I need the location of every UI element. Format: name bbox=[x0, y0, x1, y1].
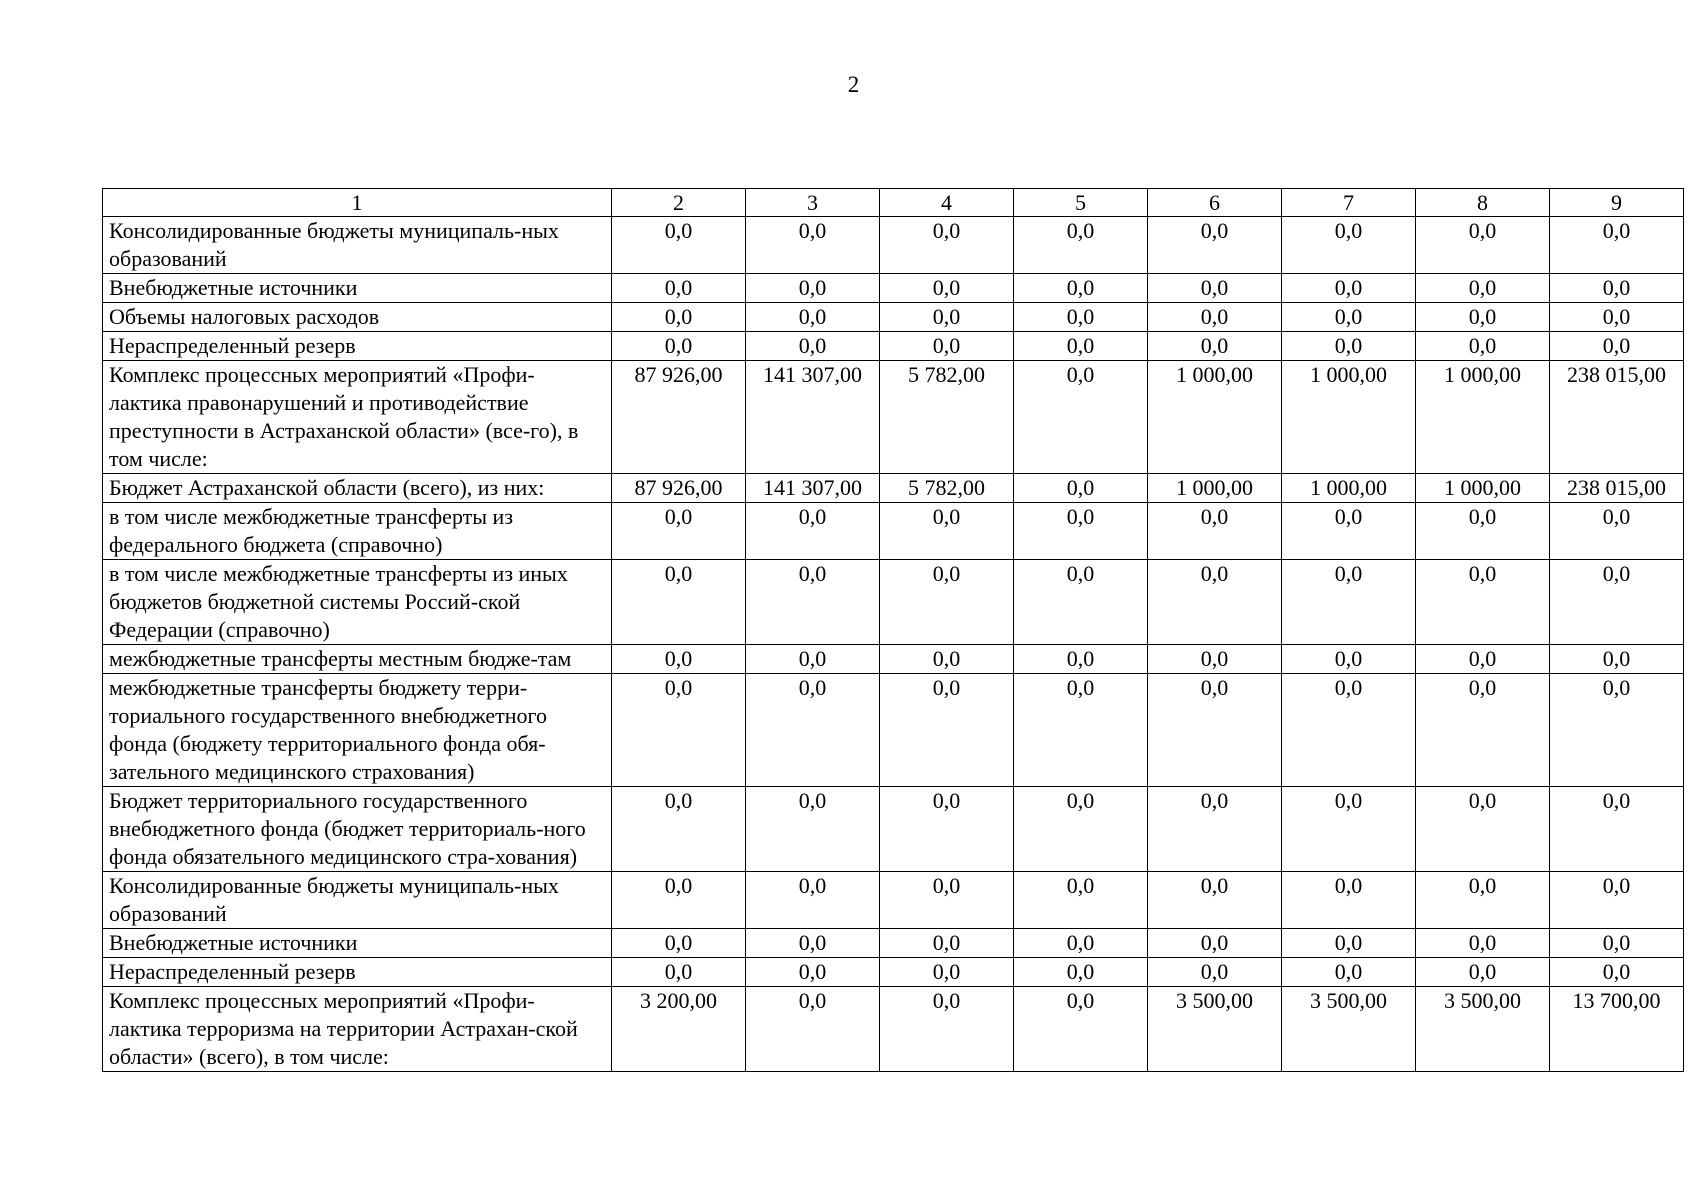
row-value: 0,0 bbox=[1148, 645, 1282, 674]
row-value: 0,0 bbox=[1014, 987, 1148, 1072]
row-value: 0,0 bbox=[1148, 274, 1282, 303]
row-value: 0,0 bbox=[746, 674, 880, 787]
row-value: 0,0 bbox=[1014, 560, 1148, 645]
row-value: 0,0 bbox=[1282, 274, 1416, 303]
row-value: 0,0 bbox=[880, 872, 1014, 929]
row-value: 0,0 bbox=[1416, 787, 1550, 872]
row-value: 0,0 bbox=[1550, 503, 1684, 560]
row-value: 0,0 bbox=[612, 787, 746, 872]
table-row bbox=[103, 929, 1684, 958]
row-value: 0,0 bbox=[746, 274, 880, 303]
row-value: 0,0 bbox=[1014, 217, 1148, 274]
row-value: 0,0 bbox=[1014, 332, 1148, 361]
table-row bbox=[103, 674, 1684, 787]
row-value: 0,0 bbox=[1148, 503, 1282, 560]
row-value: 0,0 bbox=[880, 503, 1014, 560]
row-value: 0,0 bbox=[1416, 872, 1550, 929]
row-value: 0,0 bbox=[1550, 303, 1684, 332]
row-value: 0,0 bbox=[880, 274, 1014, 303]
row-label: в том числе межбюджетные трансферты из федерального бюджета (справочно) bbox=[103, 503, 612, 560]
row-value: 0,0 bbox=[1416, 674, 1550, 787]
row-value: 0,0 bbox=[746, 929, 880, 958]
row-value: 0,0 bbox=[1282, 217, 1416, 274]
table-row bbox=[103, 645, 1684, 674]
row-value: 0,0 bbox=[1282, 929, 1416, 958]
row-value: 0,0 bbox=[1416, 929, 1550, 958]
row-value: 0,0 bbox=[612, 217, 746, 274]
row-label: Бюджет Астраханской области (всего), из них: bbox=[103, 474, 612, 503]
row-value: 5 782,00 bbox=[880, 474, 1014, 503]
row-value: 0,0 bbox=[880, 929, 1014, 958]
row-value: 0,0 bbox=[1550, 958, 1684, 987]
row-value: 0,0 bbox=[612, 958, 746, 987]
table-row bbox=[103, 303, 1684, 332]
row-value: 0,0 bbox=[1148, 674, 1282, 787]
row-label: в том числе межбюджетные трансферты из иных бюджетов бюджетной системы Россий-ской Федерации (справочно) bbox=[103, 560, 612, 645]
row-value: 0,0 bbox=[1550, 645, 1684, 674]
row-value: 1 000,00 bbox=[1148, 474, 1282, 503]
row-value: 0,0 bbox=[1014, 787, 1148, 872]
row-value: 0,0 bbox=[1416, 332, 1550, 361]
row-value: 0,0 bbox=[1014, 645, 1148, 674]
row-value: 0,0 bbox=[880, 787, 1014, 872]
row-label: межбюджетные трансферты местным бюдже-там bbox=[103, 645, 612, 674]
row-value: 238 015,00 bbox=[1550, 361, 1684, 474]
row-value: 0,0 bbox=[746, 987, 880, 1072]
row-value: 0,0 bbox=[1014, 361, 1148, 474]
row-value: 0,0 bbox=[1282, 872, 1416, 929]
row-value: 0,0 bbox=[1282, 674, 1416, 787]
row-value: 87 926,00 bbox=[612, 361, 746, 474]
row-value: 0,0 bbox=[1416, 303, 1550, 332]
row-value: 1 000,00 bbox=[1416, 474, 1550, 503]
row-value: 0,0 bbox=[1282, 332, 1416, 361]
row-label: Нераспределенный резерв bbox=[103, 958, 612, 987]
row-value: 141 307,00 bbox=[746, 474, 880, 503]
row-value: 0,0 bbox=[746, 872, 880, 929]
row-value: 87 926,00 bbox=[612, 474, 746, 503]
column-number-header: 7 bbox=[1282, 189, 1416, 217]
row-value: 0,0 bbox=[746, 560, 880, 645]
table-row bbox=[103, 332, 1684, 361]
table-row bbox=[103, 361, 1684, 474]
row-value: 0,0 bbox=[1416, 274, 1550, 303]
row-value: 0,0 bbox=[746, 303, 880, 332]
row-value: 0,0 bbox=[612, 929, 746, 958]
row-value: 1 000,00 bbox=[1282, 474, 1416, 503]
row-value: 0,0 bbox=[1014, 274, 1148, 303]
row-value: 0,0 bbox=[880, 217, 1014, 274]
row-value: 0,0 bbox=[612, 645, 746, 674]
column-number-header: 9 bbox=[1550, 189, 1684, 217]
row-value: 0,0 bbox=[746, 217, 880, 274]
table-row bbox=[103, 872, 1684, 929]
row-value: 238 015,00 bbox=[1550, 474, 1684, 503]
row-value: 0,0 bbox=[1014, 958, 1148, 987]
row-label: Комплекс процессных мероприятий «Профи-лактика терроризма на территории Астрахан-ской области» (всего), в том числе: bbox=[103, 987, 612, 1072]
row-value: 0,0 bbox=[880, 303, 1014, 332]
row-value: 0,0 bbox=[1148, 787, 1282, 872]
row-label: межбюджетные трансферты бюджету терри-ториального государственного внебюджетного фонда (бюджету территориального фонда обя-зательного медицинского страхования) bbox=[103, 674, 612, 787]
row-value: 0,0 bbox=[880, 332, 1014, 361]
row-value: 0,0 bbox=[1014, 303, 1148, 332]
row-value: 0,0 bbox=[880, 958, 1014, 987]
row-label: Внебюджетные источники bbox=[103, 274, 612, 303]
row-value: 141 307,00 bbox=[746, 361, 880, 474]
row-value: 1 000,00 bbox=[1282, 361, 1416, 474]
row-value: 0,0 bbox=[1550, 217, 1684, 274]
column-number-header: 1 bbox=[103, 189, 612, 217]
row-value: 0,0 bbox=[880, 674, 1014, 787]
row-value: 3 500,00 bbox=[1282, 987, 1416, 1072]
row-value: 0,0 bbox=[612, 872, 746, 929]
table-row bbox=[103, 503, 1684, 560]
column-number-header: 2 bbox=[612, 189, 746, 217]
row-value: 0,0 bbox=[612, 332, 746, 361]
row-value: 1 000,00 bbox=[1148, 361, 1282, 474]
row-value: 0,0 bbox=[1416, 645, 1550, 674]
row-label: Нераспределенный резерв bbox=[103, 332, 612, 361]
row-value: 0,0 bbox=[1148, 872, 1282, 929]
row-value: 0,0 bbox=[1282, 787, 1416, 872]
row-value: 0,0 bbox=[1148, 929, 1282, 958]
row-value: 5 782,00 bbox=[880, 361, 1014, 474]
table-row bbox=[103, 560, 1684, 645]
column-number-header: 4 bbox=[880, 189, 1014, 217]
row-value: 0,0 bbox=[1148, 332, 1282, 361]
column-number-header: 6 bbox=[1148, 189, 1282, 217]
table-row bbox=[103, 987, 1684, 1072]
row-value: 13 700,00 bbox=[1550, 987, 1684, 1072]
table-header-row bbox=[103, 189, 1684, 217]
row-value: 0,0 bbox=[746, 958, 880, 987]
row-value: 0,0 bbox=[1282, 503, 1416, 560]
page-number: 2 bbox=[847, 72, 860, 97]
row-value: 0,0 bbox=[880, 560, 1014, 645]
row-value: 3 500,00 bbox=[1148, 987, 1282, 1072]
row-value: 0,0 bbox=[1014, 474, 1148, 503]
row-value: 0,0 bbox=[612, 503, 746, 560]
row-value: 0,0 bbox=[746, 503, 880, 560]
column-number-header: 8 bbox=[1416, 189, 1550, 217]
row-value: 0,0 bbox=[1550, 560, 1684, 645]
row-value: 0,0 bbox=[1416, 560, 1550, 645]
column-number-header: 3 bbox=[746, 189, 880, 217]
row-label: Консолидированные бюджеты муниципаль-ных образований bbox=[103, 872, 612, 929]
row-value: 0,0 bbox=[1282, 560, 1416, 645]
row-value: 0,0 bbox=[746, 645, 880, 674]
row-value: 0,0 bbox=[1148, 958, 1282, 987]
row-value: 0,0 bbox=[746, 787, 880, 872]
row-value: 0,0 bbox=[1014, 929, 1148, 958]
row-value: 1 000,00 bbox=[1416, 361, 1550, 474]
table-row bbox=[103, 217, 1684, 274]
row-value: 0,0 bbox=[1550, 332, 1684, 361]
row-value: 0,0 bbox=[1550, 929, 1684, 958]
row-label: Консолидированные бюджеты муниципаль-ных образований bbox=[103, 217, 612, 274]
row-value: 0,0 bbox=[1416, 958, 1550, 987]
row-value: 0,0 bbox=[880, 645, 1014, 674]
row-value: 0,0 bbox=[1550, 274, 1684, 303]
row-label: Объемы налоговых расходов bbox=[103, 303, 612, 332]
row-value: 0,0 bbox=[1282, 303, 1416, 332]
row-value: 3 500,00 bbox=[1416, 987, 1550, 1072]
row-value: 0,0 bbox=[746, 332, 880, 361]
row-value: 0,0 bbox=[612, 303, 746, 332]
row-value: 0,0 bbox=[1416, 217, 1550, 274]
column-number-header: 5 bbox=[1014, 189, 1148, 217]
budget-table bbox=[102, 188, 1684, 1072]
row-value: 0,0 bbox=[880, 987, 1014, 1072]
row-value: 0,0 bbox=[1282, 958, 1416, 987]
row-value: 0,0 bbox=[1416, 503, 1550, 560]
row-value: 0,0 bbox=[1550, 787, 1684, 872]
row-value: 0,0 bbox=[1014, 674, 1148, 787]
row-value: 0,0 bbox=[612, 560, 746, 645]
row-value: 0,0 bbox=[612, 274, 746, 303]
row-value: 0,0 bbox=[1148, 217, 1282, 274]
row-value: 0,0 bbox=[612, 674, 746, 787]
row-value: 0,0 bbox=[1014, 503, 1148, 560]
row-value: 0,0 bbox=[1550, 872, 1684, 929]
table-row bbox=[103, 958, 1684, 987]
row-label: Бюджет территориального государственного внебюджетного фонда (бюджет территориаль-ного фонда обязательного медицинского стра-хования) bbox=[103, 787, 612, 872]
table-row bbox=[103, 274, 1684, 303]
row-value: 0,0 bbox=[1550, 674, 1684, 787]
row-label: Внебюджетные источники bbox=[103, 929, 612, 958]
row-value: 0,0 bbox=[1148, 560, 1282, 645]
row-value: 0,0 bbox=[1148, 303, 1282, 332]
row-value: 3 200,00 bbox=[612, 987, 746, 1072]
row-value: 0,0 bbox=[1014, 872, 1148, 929]
table-row bbox=[103, 787, 1684, 872]
table-row bbox=[103, 474, 1684, 503]
row-label: Комплекс процессных мероприятий «Профи-лактика правонарушений и противодействие преступности в Астраханской области» (все-го), в том числе: bbox=[103, 361, 612, 474]
row-value: 0,0 bbox=[1282, 645, 1416, 674]
